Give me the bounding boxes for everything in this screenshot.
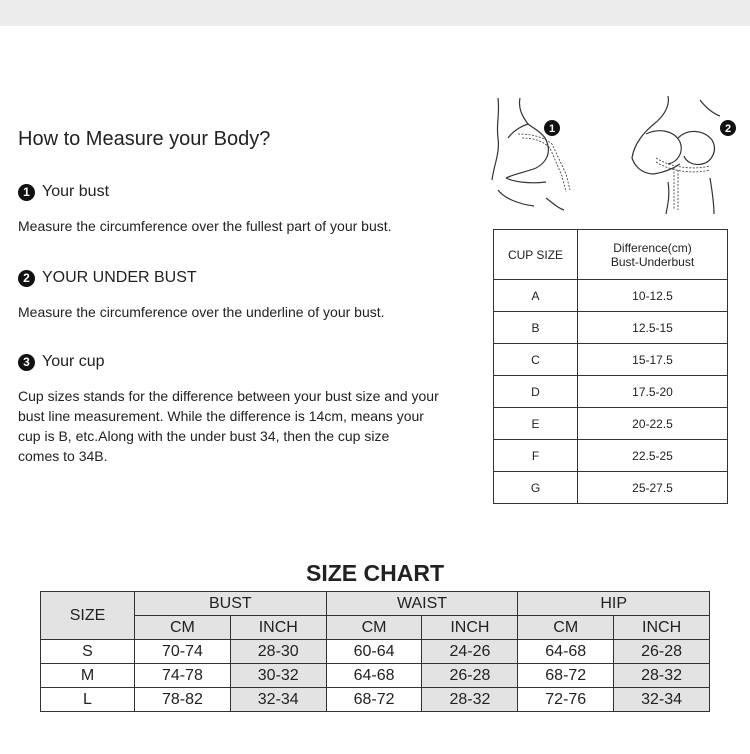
section-bust-title: [18, 183, 109, 201]
section-bust-text: Measure the circumference over the fullest part of your bust.: [18, 218, 392, 234]
value-cell: 32-34: [614, 688, 710, 712]
value-cell: 64-68: [518, 640, 614, 664]
unit-header: CM: [135, 616, 231, 640]
cup-cell: F: [494, 440, 578, 472]
value-cell: 72-76: [518, 688, 614, 712]
body-side-view-icon: [484, 94, 584, 214]
size-cell: S: [41, 640, 135, 664]
value-cell: 68-72: [326, 688, 422, 712]
unit-header: INCH: [614, 616, 710, 640]
table-row: [494, 472, 728, 504]
table-header-row: [494, 230, 728, 280]
body-front-view-icon: [622, 94, 742, 214]
table-row: [494, 440, 728, 472]
difference-cell: 20-22.5: [578, 408, 728, 440]
section-underbust-title: [18, 269, 197, 287]
bust-measure-illustration: [484, 94, 584, 219]
table-row: [494, 408, 728, 440]
value-cell: 28-30: [230, 640, 326, 664]
column-header-line: Bust-Underbust: [610, 254, 695, 269]
group-header-waist: WAIST: [326, 592, 518, 616]
cup-cell: G: [494, 472, 578, 504]
difference-cell: 12.5-15: [578, 312, 728, 344]
cup-cell: C: [494, 344, 578, 376]
svg-text:1: 1: [548, 123, 556, 135]
table-row: [41, 664, 710, 688]
value-cell: 64-68: [326, 664, 422, 688]
value-cell: 68-72: [518, 664, 614, 688]
unit-header: INCH: [422, 616, 518, 640]
difference-cell: 15-17.5: [578, 344, 728, 376]
difference-cell: 25-27.5: [578, 472, 728, 504]
underbust-measure-illustration: [622, 94, 742, 219]
cup-cell: D: [494, 376, 578, 408]
cup-cell: E: [494, 408, 578, 440]
value-cell: 60-64: [326, 640, 422, 664]
value-cell: 70-74: [135, 640, 231, 664]
unit-header-row: [41, 616, 710, 640]
difference-cell: 10-12.5: [578, 280, 728, 312]
table-row: [494, 344, 728, 376]
value-cell: 74-78: [135, 664, 231, 688]
column-header-line: Difference(cm): [613, 240, 692, 255]
text-line: Cup sizes stands for the difference between your bust size and your: [18, 388, 439, 404]
section-underbust-text: Measure the circumference over the underline of your bust.: [18, 304, 385, 320]
value-cell: 28-32: [422, 688, 518, 712]
table-row: [41, 640, 710, 664]
difference-cell: 22.5-25: [578, 440, 728, 472]
table-row: [494, 280, 728, 312]
value-cell: 30-32: [230, 664, 326, 688]
size-cell: L: [41, 688, 135, 712]
unit-header: CM: [326, 616, 422, 640]
size-cell: M: [41, 664, 135, 688]
value-cell: 24-26: [422, 640, 518, 664]
page-title: How to Measure your Body?: [18, 128, 271, 150]
value-cell: 32-34: [230, 688, 326, 712]
top-bar: [0, 0, 750, 26]
section-title-text: YOUR UNDER BUST: [42, 269, 197, 286]
value-cell: 26-28: [422, 664, 518, 688]
table-row: [41, 688, 710, 712]
group-header-hip: HIP: [518, 592, 710, 616]
section-title-text: Your cup: [42, 353, 105, 370]
number-badge: 1: [18, 184, 35, 201]
column-header-difference: [578, 230, 728, 280]
text-line: cup is B, etc.Along with the under bust 34, then the cup size: [18, 428, 390, 444]
unit-header: INCH: [230, 616, 326, 640]
number-badge: 2: [18, 270, 35, 287]
unit-header: CM: [518, 616, 614, 640]
section-cup-title: [18, 353, 105, 371]
text-line: bust line measurement. While the difference is 14cm, means your: [18, 408, 424, 424]
difference-cell: 17.5-20: [578, 376, 728, 408]
cup-cell: A: [494, 280, 578, 312]
group-header-bust: BUST: [135, 592, 327, 616]
number-badge: 3: [18, 354, 35, 371]
section-title-text: Your bust: [42, 183, 110, 200]
cup-cell: B: [494, 312, 578, 344]
column-header-cup: CUP SIZE: [494, 230, 578, 280]
size-chart-title: SIZE CHART: [306, 560, 444, 586]
size-chart-table: [40, 591, 710, 712]
value-cell: 28-32: [614, 664, 710, 688]
cup-size-table: [493, 229, 728, 504]
group-header-row: [41, 592, 710, 616]
table-row: [494, 312, 728, 344]
section-cup-text: [18, 386, 439, 466]
text-line: comes to 34B.: [18, 448, 108, 464]
size-header: SIZE: [41, 592, 135, 640]
value-cell: 26-28: [614, 640, 710, 664]
value-cell: 78-82: [135, 688, 231, 712]
table-row: [494, 376, 728, 408]
svg-text:2: 2: [724, 123, 732, 135]
